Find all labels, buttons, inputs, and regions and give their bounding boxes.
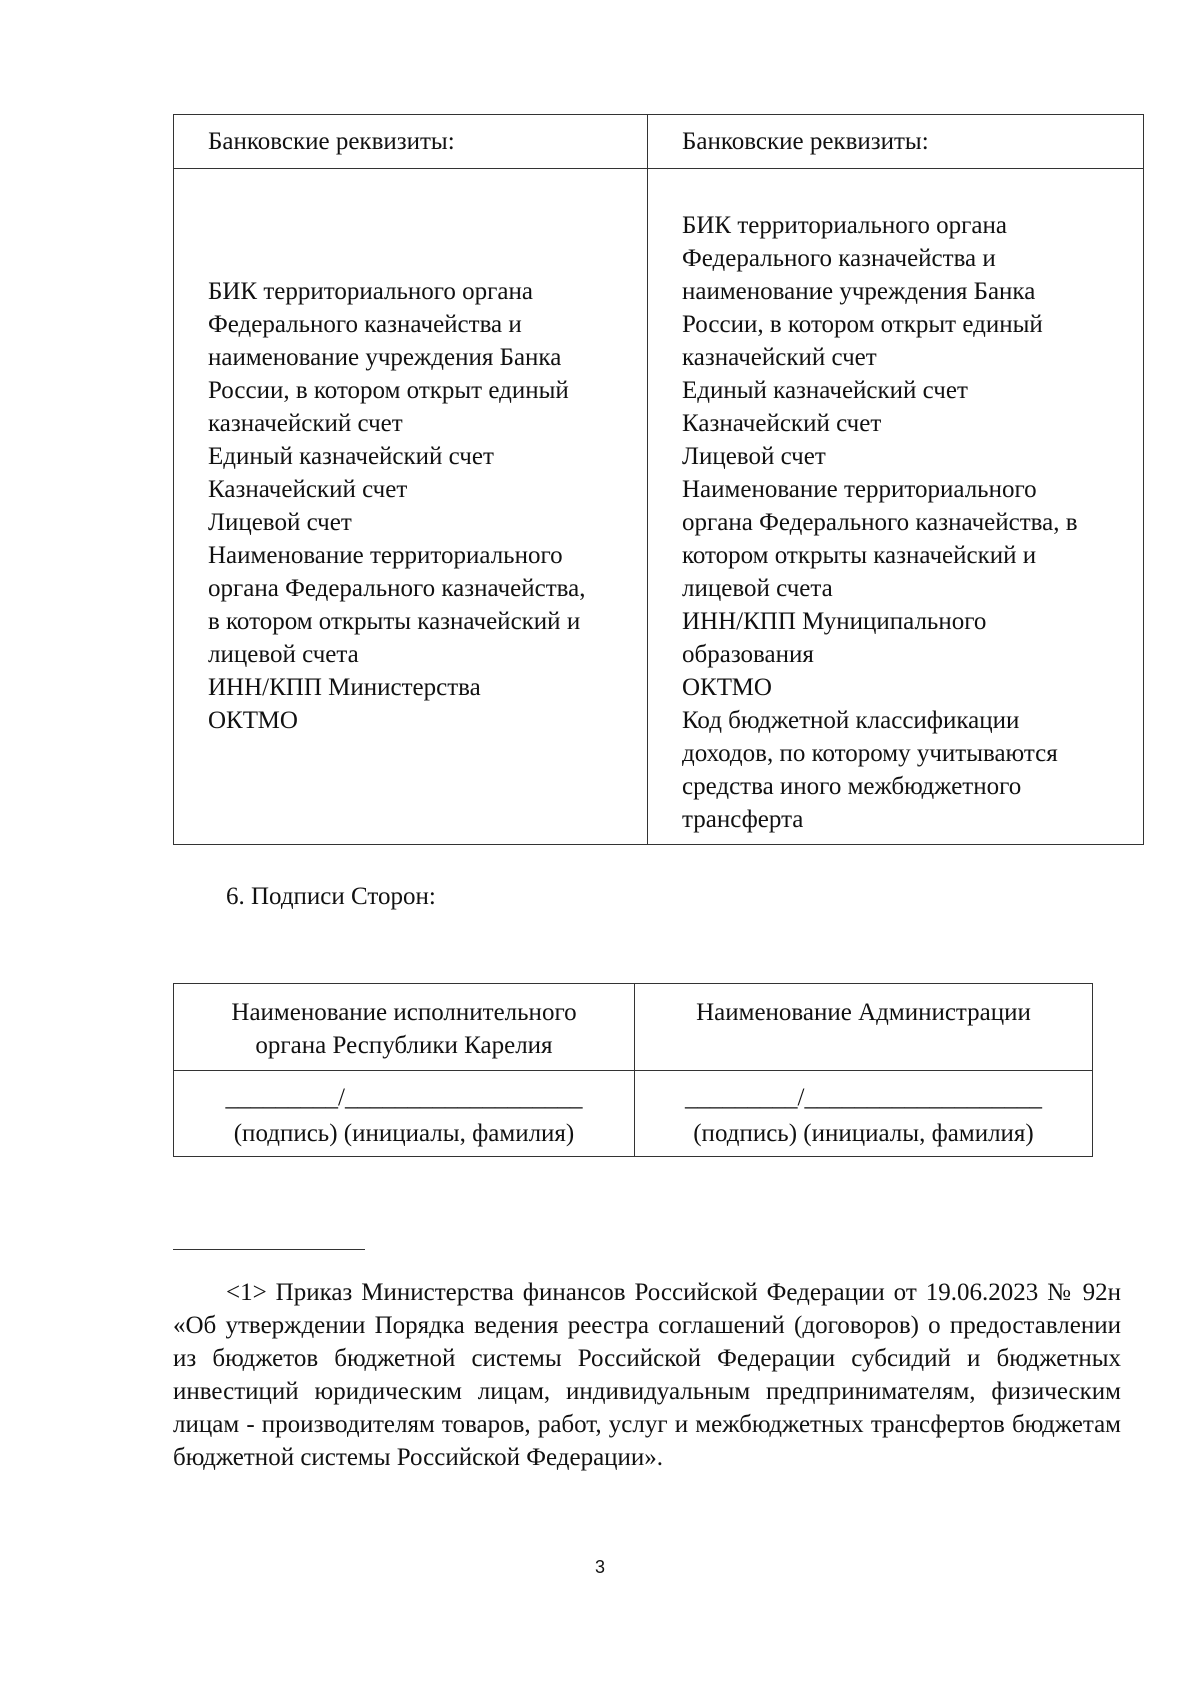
bank-details-body-row: [174, 169, 1144, 845]
signature-right-cell: [635, 1071, 1093, 1157]
signature-caption: (подпись) (инициалы, фамилия): [233, 1120, 575, 1147]
bank-line: в котором открыты казначейский и: [208, 608, 581, 635]
bank-details-header-row: [174, 115, 1144, 169]
footnote-text: <1> Приказ Министерства финансов Российской Федерации от 19.06.2023 № 92н «Об утверждении Порядка ведения реестра соглашений (договоров) о предоставлении из бюджетов бюджетной системы Российской Федерации субсидий и бюджетных инвестиций юридическим лицам, индивидуальным предпринимателям, физическим лицам - производителям товаров, работ, услуг и межбюджетных трансфертов бюджетам бюджетной системы Российской Федерации».: [173, 1279, 1121, 1471]
bank-line: Лицевой счет: [682, 443, 826, 470]
bank-line: органа Федерального казначейства, в: [682, 509, 1078, 536]
bank-line: Казначейский счет: [208, 476, 408, 503]
bank-details-right-header: Банковские реквизиты:: [648, 115, 1144, 169]
bank-line: казначейский счет: [208, 410, 403, 437]
page-number: 3: [594, 1557, 605, 1577]
bank-details-left-cell: [174, 169, 648, 845]
bank-line: лицевой счета: [682, 575, 833, 602]
bank-line: казначейский счет: [682, 344, 877, 371]
bank-line: котором открыты казначейский и: [682, 542, 1037, 569]
bank-line: ОКТМО: [208, 707, 298, 734]
bank-line: органа Федерального казначейства,: [208, 575, 586, 602]
bank-line: Единый казначейский счет: [208, 443, 494, 470]
footnote-separator: [173, 1249, 365, 1250]
bank-line: Код бюджетной классификации: [682, 707, 1020, 734]
bank-line: наименование учреждения Банка: [682, 278, 1036, 305]
bank-line: лицевой счета: [208, 641, 359, 668]
signature-left-cell: [174, 1071, 635, 1157]
bank-line: Федерального казначейства и: [208, 311, 522, 338]
signature-line: _________/___________________: [685, 1084, 1042, 1111]
signatures-left-header: [174, 984, 635, 1071]
bank-line: Казначейский счет: [682, 410, 882, 437]
signatures-right-header: [635, 984, 1093, 1071]
signatures-left-header-line: органа Республики Карелия: [255, 1032, 553, 1059]
section-title: 6. Подписи Сторон:: [226, 883, 436, 910]
bank-line: ИНН/КПП Министерства: [208, 674, 481, 701]
bank-line: трансферта: [682, 806, 804, 833]
bank-line: ИНН/КПП Муниципального: [682, 608, 987, 635]
bank-line: Федерального казначейства и: [682, 245, 996, 272]
bank-details-table: [173, 114, 1144, 845]
bank-details-right-cell: [648, 169, 1144, 845]
signatures-header-row: [174, 984, 1093, 1071]
bank-line: БИК территориального органа: [208, 278, 533, 305]
bank-line: Наименование территориального: [208, 542, 563, 569]
bank-line: образования: [682, 641, 814, 668]
bank-line: ОКТМО: [682, 674, 772, 701]
bank-line: России, в котором открыт единый: [208, 377, 569, 404]
bank-line: БИК территориального органа: [682, 212, 1007, 239]
signatures-line-row: [174, 1071, 1093, 1157]
bank-line: доходов, по которому учитываются: [682, 740, 1058, 767]
signatures-right-header-line: Наименование Администрации: [696, 999, 1031, 1026]
bank-line: наименование учреждения Банка: [208, 344, 562, 371]
signature-caption: (подпись) (инициалы, фамилия): [693, 1120, 1034, 1147]
signatures-left-header-line: Наименование исполнительного: [231, 999, 577, 1026]
signature-line: _________/___________________: [225, 1084, 583, 1111]
bank-details-left-header: Банковские реквизиты:: [174, 115, 648, 169]
bank-line: России, в котором открыт единый: [682, 311, 1043, 338]
bank-line: Единый казначейский счет: [682, 377, 968, 404]
signatures-table: [173, 983, 1093, 1157]
bank-line: Лицевой счет: [208, 509, 352, 536]
bank-line: Наименование территориального: [682, 476, 1037, 503]
bank-line: средства иного межбюджетного: [682, 773, 1022, 800]
